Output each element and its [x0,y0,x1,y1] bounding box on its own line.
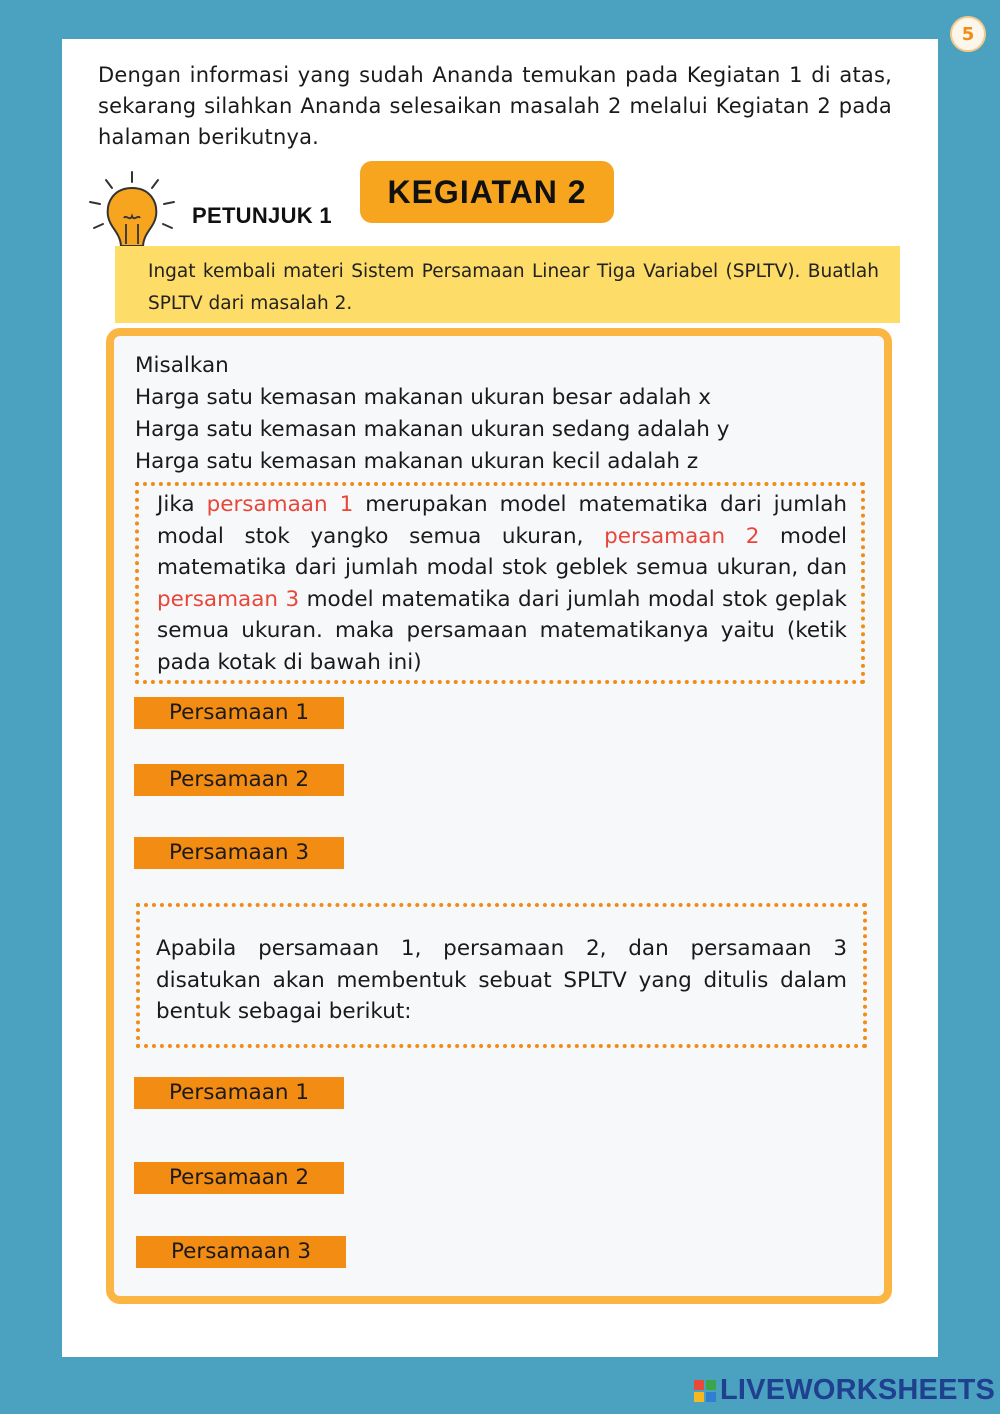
instruction-box-1 [135,482,865,684]
spltv-equation-2-label: Persamaan 2 [134,1162,344,1194]
equation-2-label: Persamaan 2 [134,764,344,796]
equation-1-label: Persamaan 1 [134,697,344,729]
box1-text-1: Jika [157,492,207,517]
intro-paragraph: Dengan informasi yang sudah Ananda temukan pada Kegiatan 1 di atas, sekarang silahkan Ananda selesaikan masalah 2 melalui Kegiatan 2 pada halaman berikutnya. [98,63,892,149]
box1-text-4: model matematika dari jumlah modal stok geplak semua ukuran. maka persamaan matematikanya yaitu (ketik pada kotak di bawah ini) [157,586,847,675]
box1-text-2: merupakan model matematika dari jumlah modal stok yangko semua ukuran, [157,492,847,549]
petunjuk-label: PETUNJUK 1 [192,203,332,228]
box1-highlight-3: persamaan 3 [157,586,300,612]
page-number-badge: 5 [950,16,986,52]
hint-text: Ingat kembali materi Sistem Persamaan Linear Tiga Variabel (SPLTV). Buatlah SPLTV dari masalah 2. [148,261,879,314]
spltv-equation-1-label: Persamaan 1 [134,1077,344,1109]
brand-name: LIVEWORKSHEETS [720,1374,996,1406]
logo-squares-icon [694,1380,716,1402]
hint-box [115,246,900,323]
spltv-equation-3-label: Persamaan 3 [136,1236,346,1268]
box2-text: Apabila persamaan 1, persamaan 2, dan persamaan 3 disatukan akan membentuk sebuat SPLTV yang ditulis dalam bentuk sebagai berikut: [156,936,847,1024]
kegiatan-title: KEGIATAN 2 [360,161,614,223]
variable-definitions [135,350,729,478]
variable-z-line: Harga satu kemasan makanan ukuran kecil adalah z [135,449,699,474]
liveworksheets-logo[interactable] [694,1374,995,1407]
variable-x-line: Harga satu kemasan makanan ukuran besar adalah x [135,385,711,410]
variable-y-line: Harga satu kemasan makanan ukuran sedang adalah y [135,417,730,442]
box1-highlight-1: persamaan 1 [206,492,354,517]
box1-highlight-2: persamaan 2 [604,523,760,549]
instruction-box-2 [136,903,867,1048]
misalkan-heading: Misalkan [135,353,229,378]
box1-text-3: model matematika dari jumlah modal stok geblek semua ukuran, dan [157,523,847,580]
equation-3-label: Persamaan 3 [134,837,344,869]
